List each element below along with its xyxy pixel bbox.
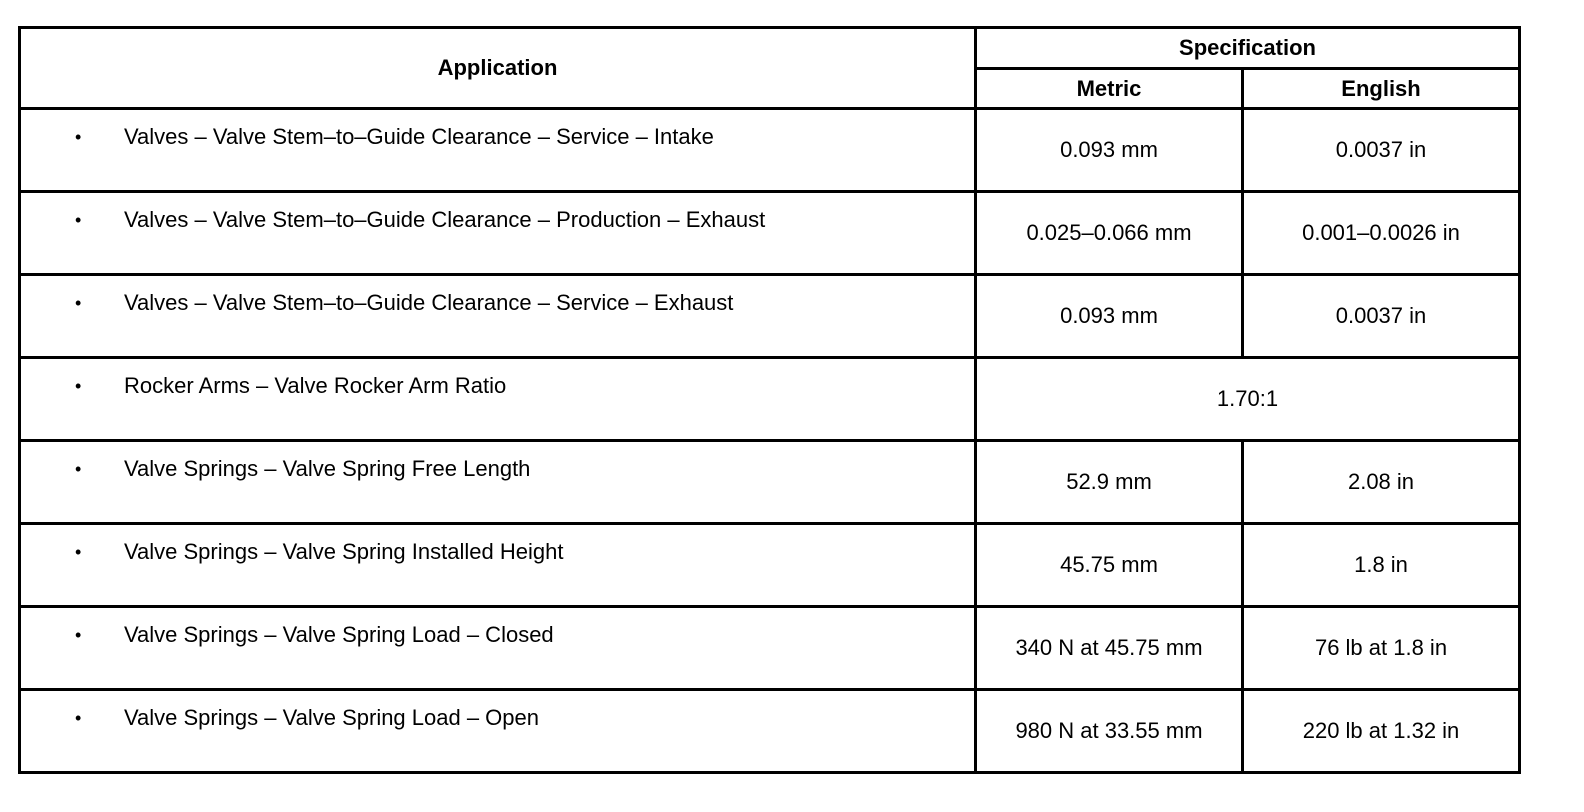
bullet-icon: • — [75, 376, 82, 396]
header-english: English — [1243, 69, 1520, 109]
metric-value: 980 N at 33.55 mm — [976, 690, 1243, 773]
metric-value: 0.093 mm — [976, 109, 1243, 192]
application-cell — [20, 109, 976, 192]
application-label: Valve Springs – Valve Spring Free Length — [124, 456, 531, 481]
header-row-1 — [20, 28, 1520, 69]
english-value: 0.001–0.0026 in — [1243, 192, 1520, 275]
bullet-icon: • — [75, 293, 82, 313]
application-cell — [20, 690, 976, 773]
english-value: 0.0037 in — [1243, 109, 1520, 192]
application-cell — [20, 275, 976, 358]
bullet-icon: • — [75, 625, 82, 645]
bullet-icon: • — [75, 210, 82, 230]
bullet-icon: • — [75, 459, 82, 479]
application-label: Valve Springs – Valve Spring Installed Height — [124, 539, 564, 564]
application-label: Valves – Valve Stem–to–Guide Clearance – Service – Intake — [124, 124, 714, 149]
english-value: 76 lb at 1.8 in — [1243, 607, 1520, 690]
application-cell — [20, 358, 976, 441]
application-cell — [20, 441, 976, 524]
english-value: 0.0037 in — [1243, 275, 1520, 358]
metric-value: 340 N at 45.75 mm — [976, 607, 1243, 690]
application-label: Rocker Arms – Valve Rocker Arm Ratio — [124, 373, 507, 398]
application-cell — [20, 192, 976, 275]
english-value: 220 lb at 1.32 in — [1243, 690, 1520, 773]
combined-value: 1.70:1 — [976, 358, 1520, 441]
bullet-icon: • — [75, 708, 82, 728]
header-metric: Metric — [976, 69, 1243, 109]
metric-value: 0.025–0.066 mm — [976, 192, 1243, 275]
metric-value: 52.9 mm — [976, 441, 1243, 524]
application-label: Valves – Valve Stem–to–Guide Clearance – Production – Exhaust — [124, 207, 766, 232]
table-row — [20, 109, 1520, 192]
spec-table-container — [18, 26, 1518, 774]
table-row — [20, 441, 1520, 524]
metric-value: 45.75 mm — [976, 524, 1243, 607]
table-row — [20, 358, 1520, 441]
application-label: Valve Springs – Valve Spring Load – Closed — [124, 622, 554, 647]
application-cell — [20, 524, 976, 607]
table-row — [20, 524, 1520, 607]
application-label: Valve Springs – Valve Spring Load – Open — [124, 705, 540, 730]
table-row — [20, 275, 1520, 358]
table-row — [20, 690, 1520, 773]
application-cell — [20, 607, 976, 690]
table-row — [20, 607, 1520, 690]
english-value: 1.8 in — [1243, 524, 1520, 607]
header-application: Application — [20, 28, 976, 109]
application-label: Valves – Valve Stem–to–Guide Clearance – Service – Exhaust — [124, 290, 734, 315]
table-row — [20, 192, 1520, 275]
english-value: 2.08 in — [1243, 441, 1520, 524]
bullet-icon: • — [75, 127, 82, 147]
bullet-icon: • — [75, 542, 82, 562]
metric-value: 0.093 mm — [976, 275, 1243, 358]
valve-specification-table — [18, 26, 1521, 774]
header-specification: Specification — [976, 28, 1520, 69]
